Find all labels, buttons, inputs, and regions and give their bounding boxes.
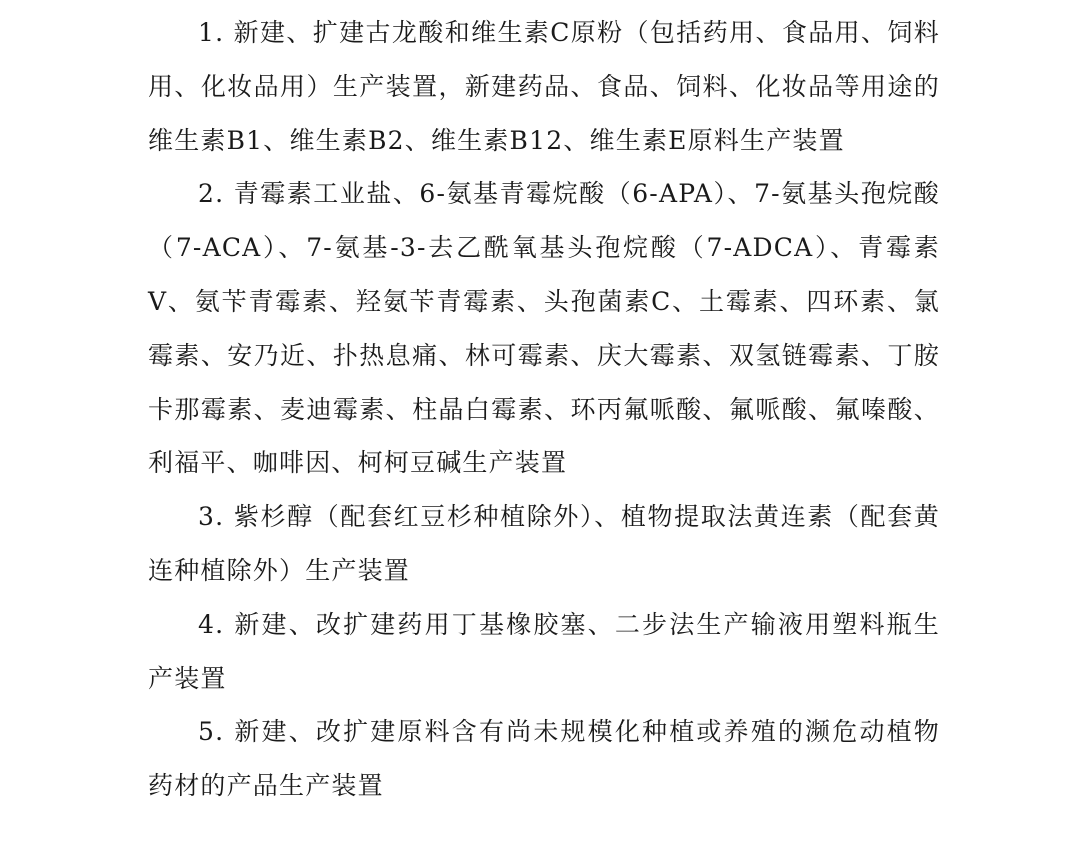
list-item-1: 1. 新建、扩建古龙酸和维生素C原粉（包括药用、食品用、饲料用、化妆品用）生产装置，新建药品、食品、饲料、化妆品等用途的维生素B1、维生素B2、维生素B12、维生素E原料生产装置 <box>148 18 940 155</box>
list-item-2: 2. 青霉素工业盐、6-氨基青霉烷酸（6-APA）、7-氨基头孢烷酸（7-ACA）、7-氨基-3-去乙酰氧基头孢烷酸（7-ADCA）、青霉素V、氨苄青霉素、羟氨苄青霉素、头孢菌素C、土霉素、四环素、氯霉素、安乃近、扑热息痛、林可霉素、庆大霉素、双氢链霉素、丁胺卡那霉素、麦迪霉素、柱晶白霉素、环丙氟哌酸、氟哌酸、氟嗪酸、利福平、咖啡因、柯柯豆碱生产装置 <box>148 179 940 478</box>
list-item-3: 3. 紫杉醇（配套红豆杉种植除外）、植物提取法黄连素（配套黄连种植除外）生产装置 <box>148 502 940 585</box>
list-item-5: 5. 新建、改扩建原料含有尚未规模化种植或养殖的濒危动植物药材的产品生产装置 <box>148 717 940 801</box>
list-item-4: 4. 新建、改扩建药用丁基橡胶塞、二步法生产输液用塑料瓶生产装置 <box>148 609 940 693</box>
document-body <box>148 6 940 813</box>
